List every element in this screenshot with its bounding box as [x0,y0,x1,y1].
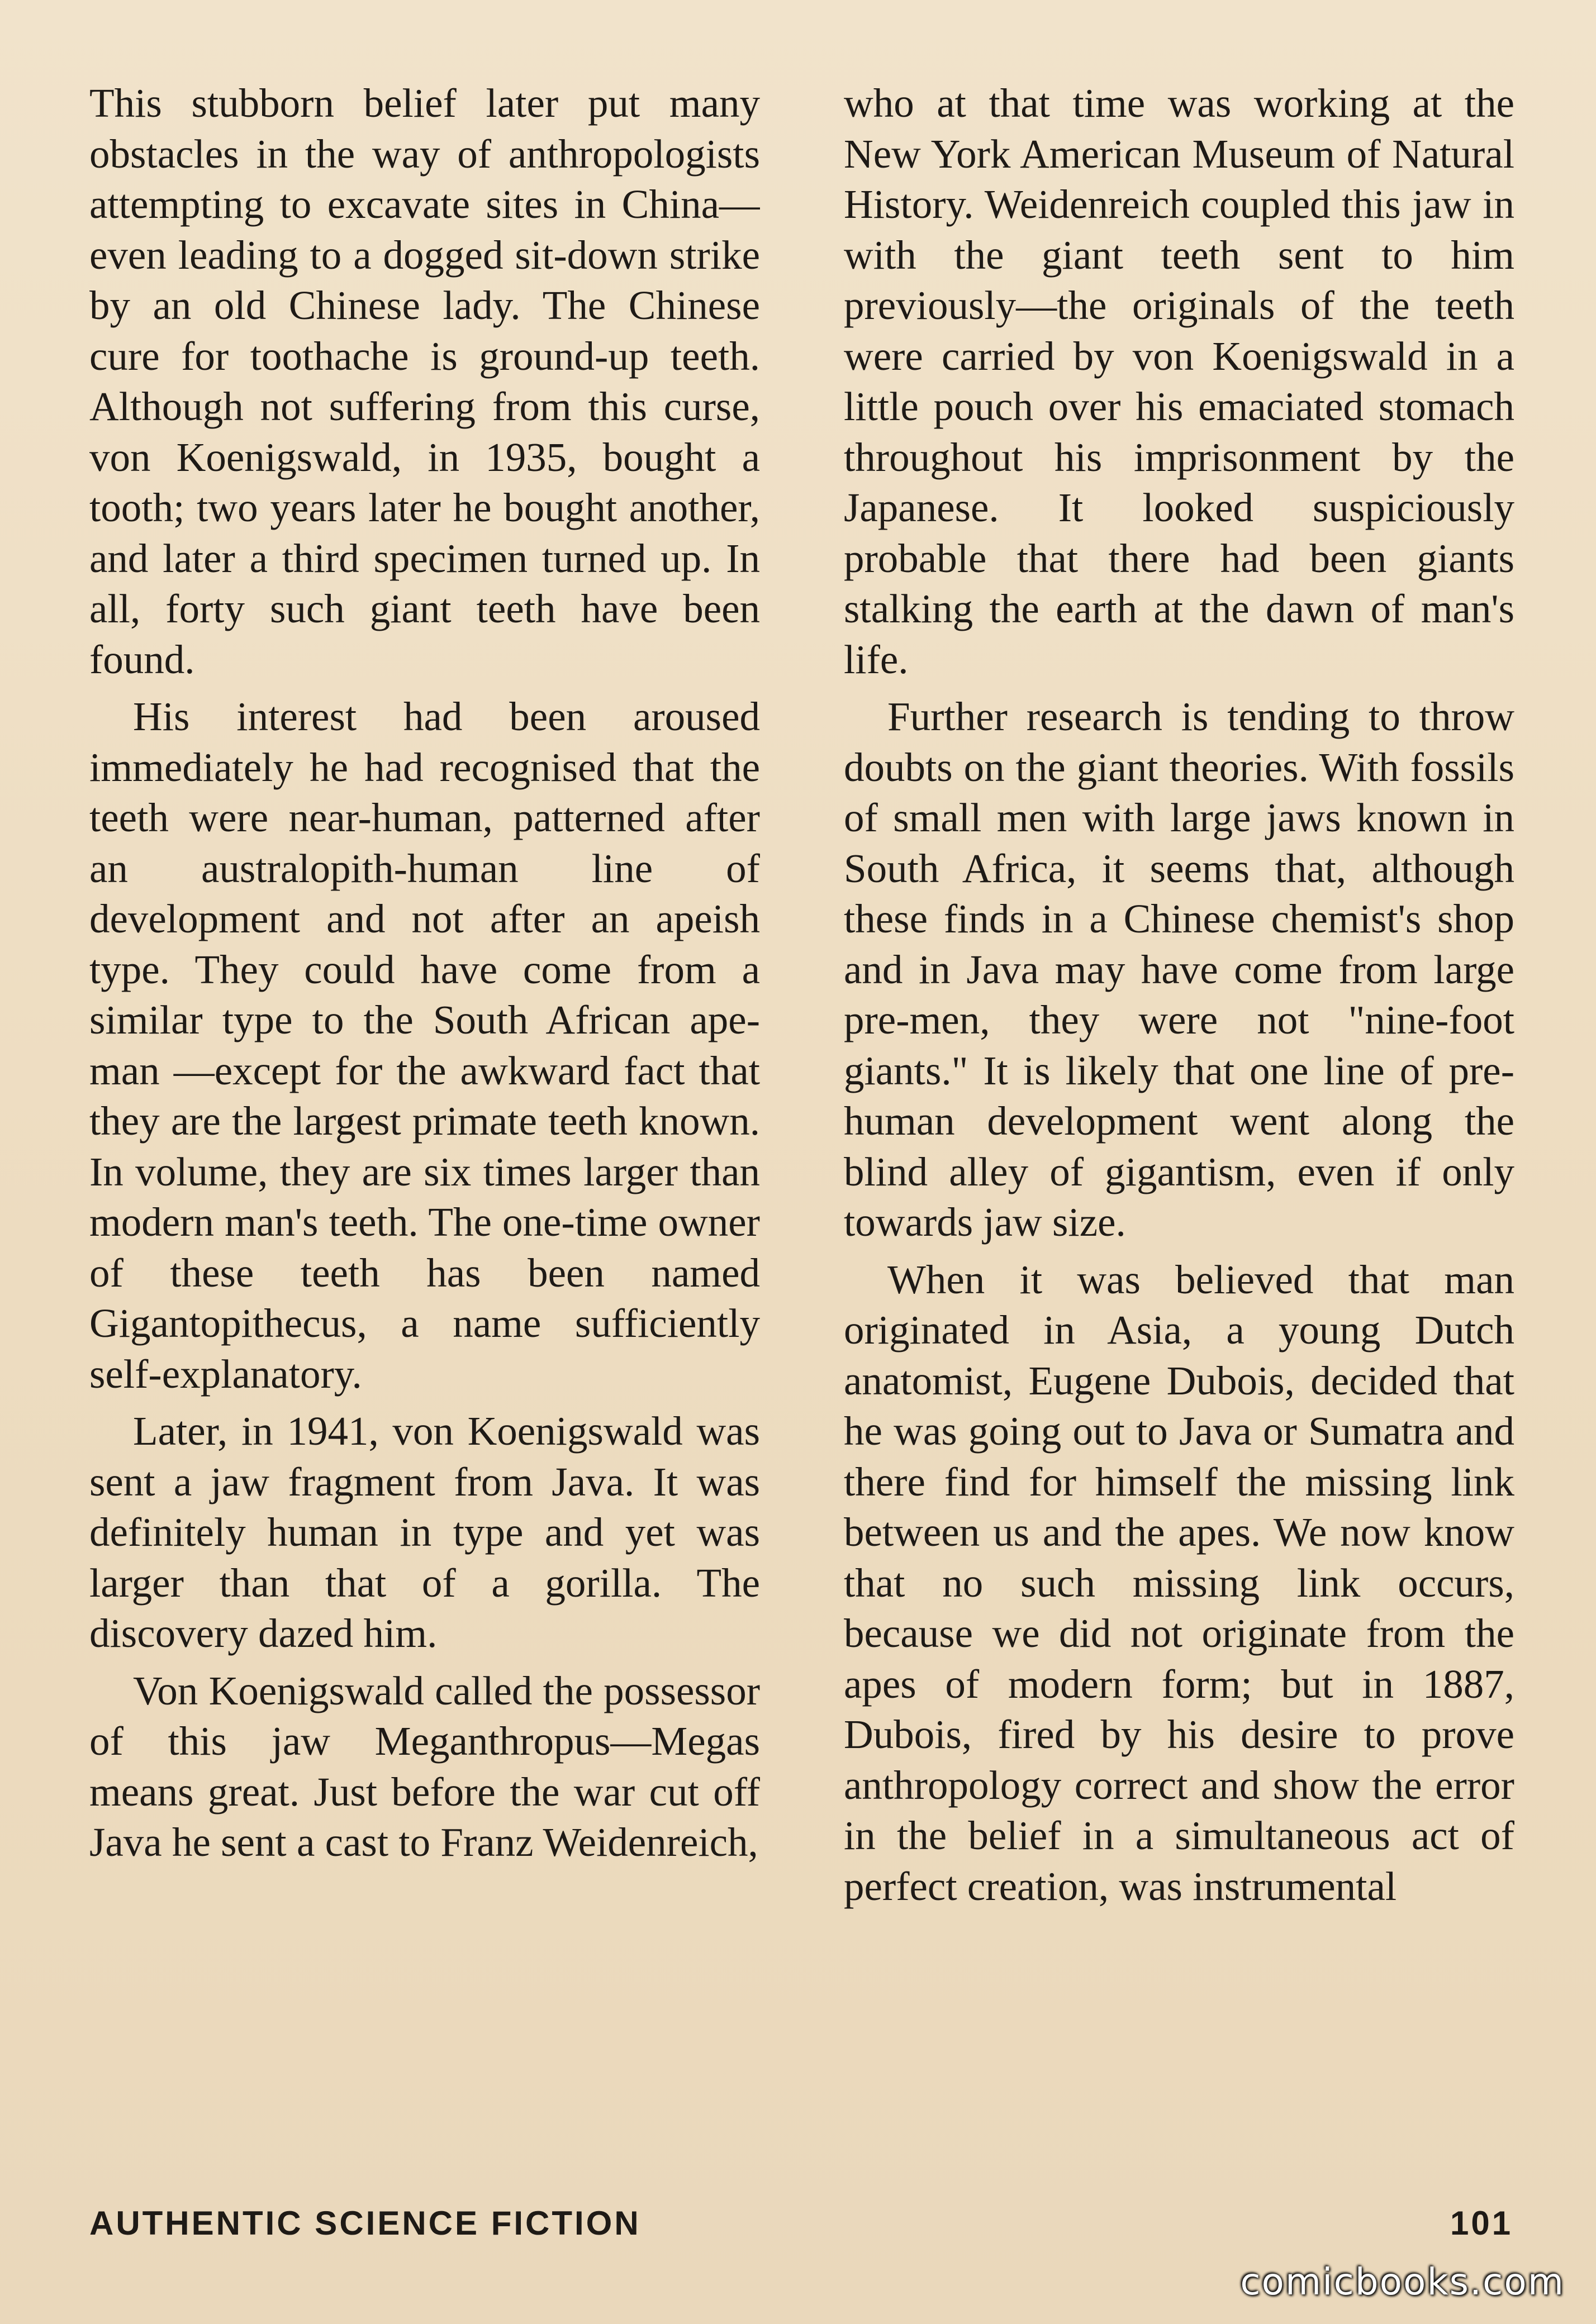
paragraph: Von Koenigswald called the possessor of this jaw Meganthropus—Megas means great. Just before the war cut off Java he sent a cast to Franz Weidenreich, [89,1668,760,1865]
paragraph: Further research is tending to throw doubts on the giant theories. With fossils of small men with large jaws known in South Africa, it seems that, although these finds in a Chinese chemist's shop and in Java may have come from large pre-men, they were not "nine-foot giants." It is likely that one line of pre-human development went along the blind alley of gigantism, even if only towards jaw size. [844,694,1514,1245]
running-footer-title: AUTHENTIC SCIENCE FICTION [89,2204,641,2242]
paragraph: When it was believed that man originated in Asia, a young Dutch anatomist, Eugene Dubois, decided that he was going out to Java or Sumatra and there find for himself the missing link between us and the apes. We now know that no such missing link occurs, because we did not originate from the apes of modern form; but in 1887, Dubois, fired by his desire to prove anthropology correct and show the error in the belief in a simultaneous act of perfect creation, was instrumental [844,1256,1514,1909]
paragraph: This stubborn belief later put many obstacles in the way of anthropologists attempting to excavate sites in China—even leading to a dogged sit-down strike by an old Chinese lady. The Chinese cure for toothache is ground-up teeth. Although not suffering from this curse, von Koenigswald, in 1935, bought a tooth; two years later he bought another, and later a third specimen turned up. In all, forty such giant teeth have been found. [89,80,760,682]
paragraph: Later, in 1941, von Koenigswald was sent a jaw fragment from Java. It was definitely human in type and yet was larger than that of a gorilla. The discovery dazed him. [89,1408,760,1656]
paragraph: who at that time was working at the New York American Museum of Natural History. Weidenreich coupled this jaw in with the giant teeth sent to him previously—the originals of the teeth were carried by von Koenigswald in a little pouch over his emaciated stomach throughout his imprisonment by the Japanese. It looked suspiciously probable that there had been giants stalking the earth at the dawn of man's life. [844,80,1514,682]
left-column [89,78,760,2184]
right-column [844,78,1514,2184]
paragraph: His interest had been aroused immediately he had recognised that the teeth were near-human, patterned after an australopith-human line of development and not after an apeish type. They could have come from a similar type to the South African ape-man —except for the awkward fact that they are the largest primate teeth known. In volume, they are six times larger than modern man's teeth. The one-time owner of these teeth has been named Gigantopithecus, a name sufficiently self-explanatory. [89,694,760,1397]
watermark: comicbooks.com [1240,2260,1565,2303]
page-number: 101 [1450,2204,1513,2242]
